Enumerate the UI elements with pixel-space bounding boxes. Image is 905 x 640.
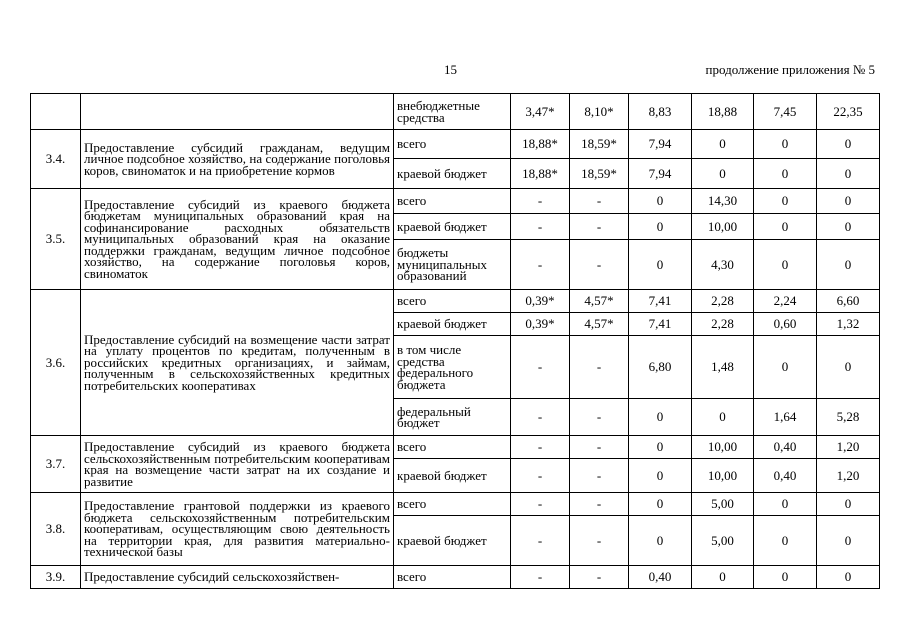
funding-source: внебюджетные средства	[394, 94, 511, 130]
year-value: 22,35	[817, 94, 880, 130]
table-row	[31, 493, 880, 516]
funding-source: всего	[394, 130, 511, 159]
item-number: 3.7.	[31, 436, 81, 493]
year-value: 6,60	[817, 290, 880, 313]
year-value: -	[570, 436, 629, 459]
year-value: 18,59*	[570, 130, 629, 159]
funding-source: краевой бюджет	[394, 214, 511, 240]
year-value: -	[511, 214, 570, 240]
table-row	[31, 566, 880, 589]
year-value: 0	[629, 240, 692, 290]
year-value: 0	[817, 159, 880, 189]
year-value: 1,48	[692, 336, 754, 399]
table-row	[31, 94, 880, 130]
year-value: 0	[754, 240, 817, 290]
year-value: -	[511, 516, 570, 566]
year-value: 0	[817, 189, 880, 214]
year-value: -	[570, 240, 629, 290]
year-value: -	[511, 459, 570, 493]
year-value: -	[570, 189, 629, 214]
year-value: 0	[692, 159, 754, 189]
year-value: 0	[629, 399, 692, 436]
item-number: 3.6.	[31, 290, 81, 436]
year-value: 18,88	[692, 94, 754, 130]
funding-source: всего	[394, 493, 511, 516]
year-value: 0,40	[754, 459, 817, 493]
year-value: -	[570, 336, 629, 399]
funding-source: краевой бюджет	[394, 459, 511, 493]
year-value: 7,41	[629, 290, 692, 313]
year-value: 7,94	[629, 159, 692, 189]
year-value: 4,30	[692, 240, 754, 290]
year-value: 0	[817, 336, 880, 399]
year-value: 0	[754, 493, 817, 516]
item-name: Предоставление субсидий из краевого бюджета сельскохозяйственным потребительским кооперативам края на возмещение части затрат на их создание и развитие	[81, 436, 394, 493]
year-value: 7,41	[629, 313, 692, 336]
year-value: 0	[754, 566, 817, 589]
year-value: 6,80	[629, 336, 692, 399]
year-value: 0	[754, 130, 817, 159]
table-row	[31, 436, 880, 459]
year-value: 0	[754, 516, 817, 566]
year-value: 0	[629, 516, 692, 566]
year-value: 3,47*	[511, 94, 570, 130]
year-value: 0	[629, 189, 692, 214]
year-value: 0	[629, 459, 692, 493]
year-value: -	[570, 399, 629, 436]
year-value: -	[570, 214, 629, 240]
year-value: 10,00	[692, 214, 754, 240]
item-name: Предоставление субсидий сельскохозяйствен-	[81, 566, 394, 589]
year-value: 14,30	[692, 189, 754, 214]
year-value: 0	[817, 566, 880, 589]
year-value: 7,94	[629, 130, 692, 159]
year-value: -	[511, 189, 570, 214]
year-value: 0	[817, 516, 880, 566]
item-number: 3.4.	[31, 130, 81, 189]
year-value: 18,88*	[511, 159, 570, 189]
item-name: Предоставление субсидий из краевого бюджета бюджетам муниципальных образований края на софинансирование расходных обязательств муниципальных образований края на оказание поддержки гражданам, ведущим личное подсобное хозяйство, на содержание поголовья коров, свиноматок	[81, 189, 394, 290]
year-value: -	[570, 459, 629, 493]
year-value: -	[570, 566, 629, 589]
year-value: 5,00	[692, 493, 754, 516]
year-value: -	[511, 240, 570, 290]
year-value: 0	[692, 130, 754, 159]
year-value: 0	[629, 214, 692, 240]
year-value: 0	[692, 399, 754, 436]
year-value: 0,60	[754, 313, 817, 336]
table-row	[31, 130, 880, 159]
year-value: -	[511, 566, 570, 589]
item-number: 3.5.	[31, 189, 81, 290]
year-value: 1,64	[754, 399, 817, 436]
funding-source: краевой бюджет	[394, 516, 511, 566]
year-value: -	[511, 336, 570, 399]
year-value: 2,28	[692, 290, 754, 313]
year-value: 1,32	[817, 313, 880, 336]
item-name	[81, 94, 394, 130]
year-value: 5,28	[817, 399, 880, 436]
item-number: 3.8.	[31, 493, 81, 566]
year-value: 8,10*	[570, 94, 629, 130]
funding-source: всего	[394, 566, 511, 589]
year-value: 0	[817, 130, 880, 159]
year-value: 4,57*	[570, 313, 629, 336]
year-value: 10,00	[692, 459, 754, 493]
appendix-label: продолжение приложения № 5	[705, 62, 875, 77]
year-value: -	[511, 493, 570, 516]
item-name: Предоставление субсидий гражданам, ведущим личное подсобное хозяйство, на содержание поголовья коров, свиноматок и на приобретение кормов	[81, 130, 394, 189]
table-row	[31, 290, 880, 313]
funding-source: всего	[394, 436, 511, 459]
table-row	[31, 189, 880, 214]
item-number: 3.9.	[31, 566, 81, 589]
year-value: 0,39*	[511, 313, 570, 336]
year-value: 0,39*	[511, 290, 570, 313]
year-value: 1,20	[817, 459, 880, 493]
year-value: 0	[754, 159, 817, 189]
year-value: 18,59*	[570, 159, 629, 189]
year-value: -	[511, 436, 570, 459]
year-value: 8,83	[629, 94, 692, 130]
financing-table	[30, 93, 880, 589]
year-value: 5,00	[692, 516, 754, 566]
funding-source: всего	[394, 290, 511, 313]
item-number	[31, 94, 81, 130]
item-name: Предоставление субсидий на возмещение части затрат на уплату процентов по кредитам, полученным в российских кредитных организациях, и займам, полученным в сельскохозяйственных кредитных потребительских кооперативах	[81, 290, 394, 436]
year-value: 1,20	[817, 436, 880, 459]
year-value: 0	[817, 214, 880, 240]
year-value: 2,28	[692, 313, 754, 336]
year-value: 0	[692, 566, 754, 589]
funding-source: бюджеты муниципальных образований	[394, 240, 511, 290]
year-value: 0	[754, 189, 817, 214]
year-value: 0	[629, 436, 692, 459]
year-value: 0,40	[629, 566, 692, 589]
funding-source: всего	[394, 189, 511, 214]
year-value: 7,45	[754, 94, 817, 130]
year-value: 0	[754, 336, 817, 399]
year-value: 0	[817, 240, 880, 290]
page-number: 15	[444, 62, 457, 77]
year-value: 0	[817, 493, 880, 516]
year-value: 4,57*	[570, 290, 629, 313]
year-value: -	[570, 493, 629, 516]
year-value: 2,24	[754, 290, 817, 313]
year-value: 10,00	[692, 436, 754, 459]
funding-source: федеральный бюджет	[394, 399, 511, 436]
year-value: 0	[754, 214, 817, 240]
year-value: -	[570, 516, 629, 566]
year-value: 18,88*	[511, 130, 570, 159]
funding-source: краевой бюджет	[394, 313, 511, 336]
year-value: 0	[629, 493, 692, 516]
year-value: 0,40	[754, 436, 817, 459]
item-name: Предоставление грантовой поддержки из краевого бюджета сельскохозяйственным потребительским кооперативам, осуществляющим свою деятельность на территории края, для развития материально-технической базы	[81, 493, 394, 566]
funding-source: краевой бюджет	[394, 159, 511, 189]
year-value: -	[511, 399, 570, 436]
funding-source: в том числе средства федерального бюджета	[394, 336, 511, 399]
